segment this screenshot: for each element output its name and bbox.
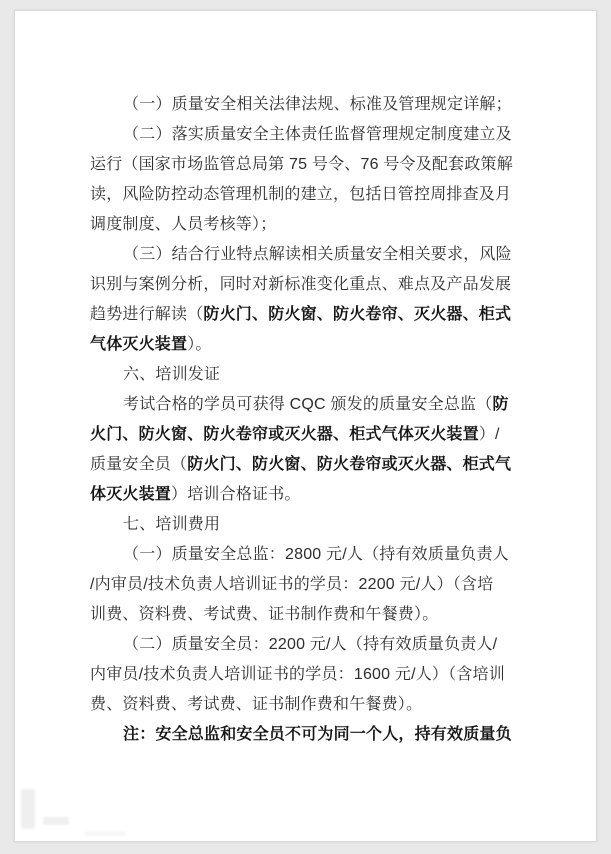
- text-segment: /内审员/技术负责人培训证书的学员：2200 元/人）（含培: [90, 576, 494, 593]
- text-line: [90, 180, 515, 210]
- scan-artifact: [21, 789, 35, 829]
- text-segment: 运行（国家市场监管总局第 75 号令、76 号令及配套政策解: [90, 156, 513, 173]
- document-page: [14, 10, 597, 842]
- text-segment: 识别与案例分析，同时对新标准变化重点、难点及产品发展: [90, 276, 512, 293]
- text-line: [90, 120, 515, 150]
- text-segment: 趋势进行解读（: [90, 306, 204, 323]
- text-segment-bold: 体灭火装置: [90, 486, 172, 503]
- text-line: [90, 150, 515, 180]
- text-line: [90, 390, 515, 420]
- text-line: [90, 570, 515, 600]
- text-segment: 考试合格的学员可获得 CQC 颁发的质量安全总监（: [123, 396, 493, 413]
- text-line: [90, 600, 515, 630]
- text-line: [90, 330, 515, 360]
- text-segment: 七、培训费用: [123, 516, 221, 533]
- text-segment: ）培训合格证书。: [171, 486, 301, 503]
- text-line: [90, 450, 515, 480]
- text-segment-bold: 防: [492, 396, 509, 413]
- text-line: [90, 510, 515, 540]
- text-segment: 调度制度、人员考核等）；: [90, 216, 277, 233]
- text-segment-bold: 防火门、防火窗、防火卷帘、灭火器、柜式: [203, 306, 512, 323]
- text-line: [90, 210, 515, 240]
- scan-artifact: [85, 831, 125, 836]
- text-line: [90, 360, 515, 390]
- text-segment: 质量安全员（: [90, 456, 188, 473]
- text-line: [90, 270, 515, 300]
- text-segment: 读，风险防控动态管理机制的建立，包括日管控周排查及月: [90, 186, 512, 203]
- text-segment-bold: 注：安全总监和安全员不可为同一个人，持有效质量负: [123, 726, 512, 743]
- text-segment: ）。: [187, 336, 212, 353]
- text-segment-bold: 火门、防火窗、防火卷帘或灭火器、柜式气体灭火装置: [90, 426, 479, 443]
- text-segment: （二）质量安全员：2200 元/人（持有效质量负责人/: [123, 636, 498, 653]
- text-line: [90, 540, 515, 570]
- text-segment: 训费、资料费、考试费、证书制作费和午餐费）。: [90, 606, 439, 623]
- text-segment-bold: 防火门、防火窗、防火卷帘或灭火器、柜式气: [187, 456, 512, 473]
- document-body: [90, 90, 515, 750]
- text-line: [90, 630, 515, 660]
- text-line: [90, 690, 515, 720]
- text-line: [90, 480, 515, 510]
- text-segment: （三）结合行业特点解读相关质量安全相关要求，风险: [123, 246, 512, 263]
- text-segment: （二）落实质量安全主体责任监督管理规定制度建立及: [123, 126, 512, 143]
- text-line: [90, 240, 515, 270]
- text-segment: （一）质量安全总监：2800 元/人（持有效质量负责人: [123, 546, 509, 563]
- text-segment: 费、资料费、考试费、证书制作费和午餐费）。: [90, 696, 423, 713]
- text-line: [90, 420, 515, 450]
- scan-artifact: [43, 817, 69, 825]
- text-segment: （一）质量安全相关法律法规、标准及管理规定详解；: [123, 96, 512, 113]
- text-segment: ）/: [478, 426, 500, 443]
- text-segment: 六、培训发证: [123, 366, 221, 383]
- text-line: [90, 300, 515, 330]
- text-line: [90, 90, 515, 120]
- text-line: [90, 660, 515, 690]
- text-segment-bold: 气体灭火装置: [90, 336, 188, 353]
- text-segment: 内审员/技术负责人培训证书的学员：1600 元/人）（含培训: [90, 666, 505, 683]
- text-line: [90, 720, 515, 750]
